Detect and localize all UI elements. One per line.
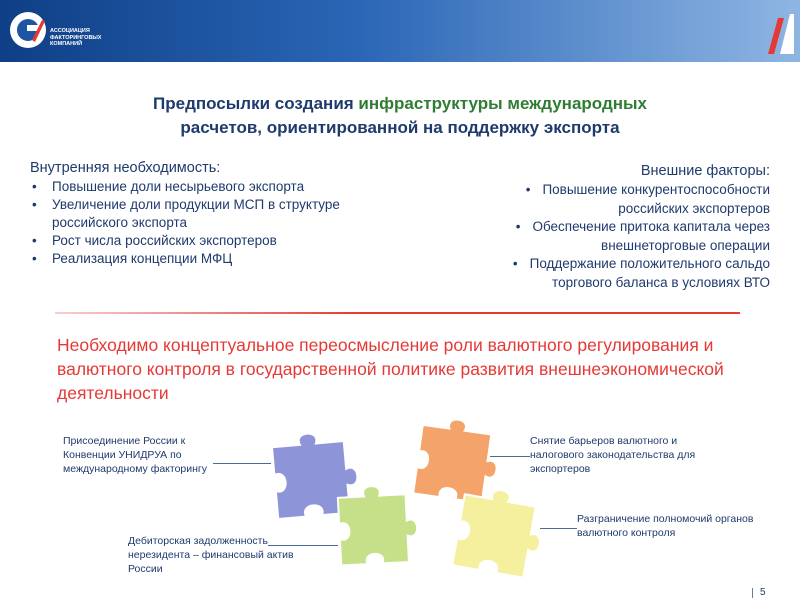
puzzle-piece-green-icon <box>332 478 426 578</box>
key-statement: Необходимо концептуальное переосмысление роли валютного регулирования и валютного контроля в государственной политике развития внешнеэкономической деятельности <box>57 335 724 403</box>
section-divider <box>55 312 740 314</box>
list-item: • Увеличение доли продукции МСП в структуре российского экспорта <box>30 196 375 232</box>
brand-stripes-icon <box>760 14 794 54</box>
internal-needs-heading: Внутренняя необходимость: <box>30 160 221 176</box>
internal-needs-section <box>30 160 375 268</box>
external-factors-section <box>400 163 770 292</box>
list-item: • Реализация концепции МФЦ <box>30 250 375 268</box>
list-item: • Обеспечение притока капитала через внешнеторговые операции <box>515 219 770 253</box>
leader-line <box>268 545 338 546</box>
logo-text: АССОЦИАЦИЯ ФАКТОРИНГОВЫХ КОМПАНИЙ <box>50 28 102 47</box>
label-powers: Разграничение полномочий органов валютного контроля <box>577 513 754 539</box>
leader-line <box>213 463 271 464</box>
list-item: • Повышение конкурентоспособности российских экспортеров <box>525 182 770 216</box>
slide-title: Предпосылки создания инфраструктуры международных расчетов, ориентированной на поддержку экспорта <box>153 94 647 137</box>
list-item: • Поддержание положительного сальдо торгового баланса в условиях ВТО <box>512 256 770 290</box>
label-receivables: Дебиторская задолженность нерезидента – финансовый актив России <box>128 535 294 575</box>
association-logo-icon <box>8 6 48 54</box>
label-barriers: Снятие барьеров валютного и налогового законодательства для экспортеров <box>530 435 696 475</box>
footer-separator <box>752 588 753 598</box>
label-unidroit: Присоединение России к Конвенции УНИДРУА по международному факторингу <box>63 435 208 475</box>
external-factors-heading: Внешние факторы: <box>640 163 770 179</box>
page-number: 5 <box>760 587 766 598</box>
header-bar <box>0 0 800 62</box>
leader-line <box>540 528 577 529</box>
puzzle-piece-yellow-icon <box>448 484 552 584</box>
leader-line <box>490 456 530 457</box>
list-item: • Повышение доли несырьевого экспорта <box>30 178 375 196</box>
list-item: • Рост числа российских экспортеров <box>30 232 375 250</box>
